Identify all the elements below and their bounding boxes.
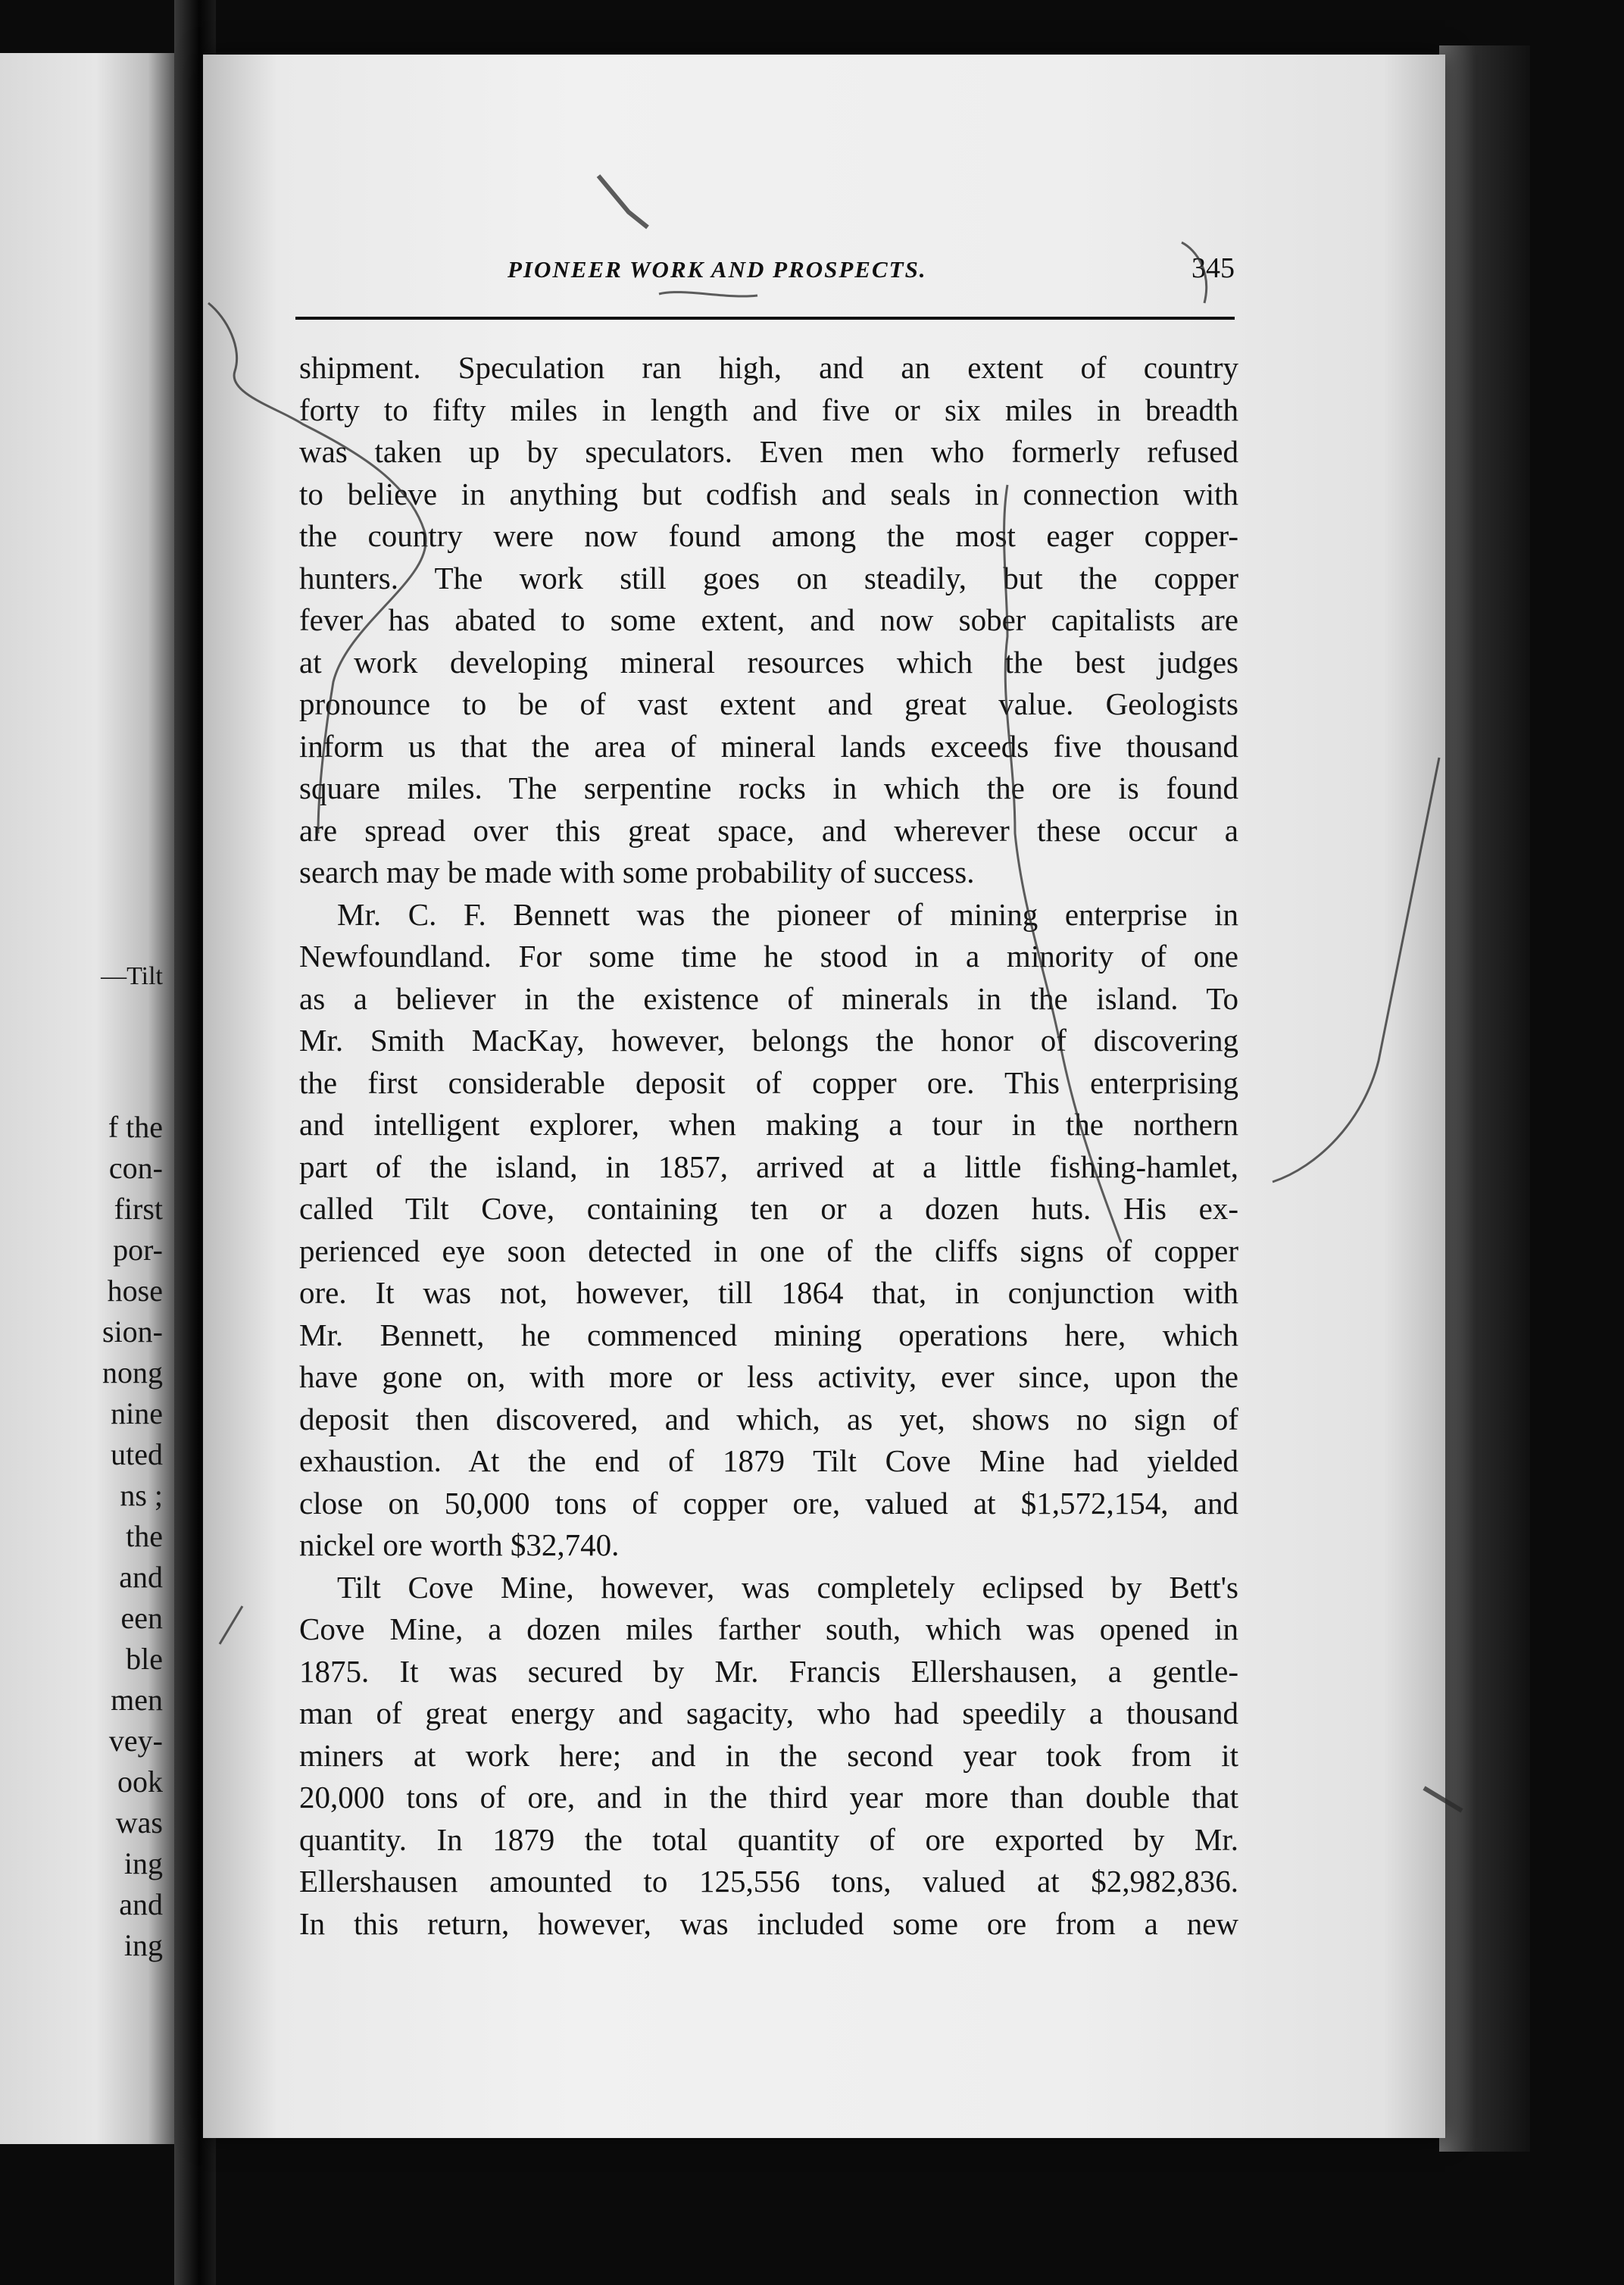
text-line: square miles. The serpentine rocks in which the ore is found (299, 771, 1238, 805)
text-line: Ellershausen amounted to 125,556 tons, valued at $2,982,836. (299, 1864, 1238, 1899)
text-line: Tilt Cove Mine, however, was completely eclipsed by Bett's (337, 1569, 1238, 1605)
text-line: forty to fifty miles in length and five or six miles in breadth (299, 392, 1238, 427)
text-line: 1875. It was secured by Mr. Francis Ellershausen, a gentle- (299, 1653, 1238, 1689)
text-line: miners at work here; and in the second year took from it (299, 1737, 1238, 1773)
text-line: In this return, however, was included some ore from a new (299, 1905, 1238, 1941)
text-line: deposit then discovered, and which, as yet, shows no sign of (299, 1401, 1238, 1436)
left-page-fragment: nine (111, 1396, 163, 1430)
text-line: ore. It was not, however, till 1864 that, in conjunction with (299, 1275, 1238, 1310)
text-line: search may be made with some probability of success. (299, 855, 975, 889)
left-page-fragment: ble (126, 1642, 163, 1676)
left-page-fragment: ook (117, 1765, 163, 1799)
header-rule (295, 317, 1235, 320)
left-page-fragment: and (119, 1887, 163, 1921)
text-line: perienced eye soon detected in one of the cliffs signs of copper (299, 1233, 1238, 1268)
left-page-fragment: een (120, 1601, 163, 1635)
text-line: pronounce to be of vast extent and great value. Geologists (299, 686, 1238, 721)
left-facing-page (0, 53, 174, 2144)
left-page-fragment: was (115, 1805, 163, 1840)
text-line: fever has abated to some extent, and now sober capitalists are (299, 602, 1238, 637)
text-line: the country were now found among the most eager copper- (299, 518, 1238, 553)
left-page-fragment: uted (111, 1437, 163, 1471)
text-line: Newfoundland. For some time he stood in a minority of one (299, 939, 1238, 974)
text-line: are spread over this great space, and wherever these occur a (299, 812, 1238, 848)
text-line: 20,000 tons of ore, and in the third year more than double that (299, 1780, 1238, 1815)
left-page-fragment: men (111, 1683, 163, 1717)
left-page-fragment: and (119, 1560, 163, 1594)
text-line: shipment. Speculation ran high, and an extent of country (299, 350, 1238, 385)
text-line: close on 50,000 tons of copper ore, valued at $1,572,154, and (299, 1485, 1238, 1521)
left-page-fragment: ns ; (120, 1478, 163, 1512)
body-text (299, 347, 1238, 1945)
page-number: 345 (1191, 252, 1235, 284)
left-page-fragment: con- (108, 1151, 163, 1185)
text-line: at work developing mineral resources which the best judges (299, 644, 1238, 680)
text-line: as a believer in the existence of minerals in the island. To (299, 980, 1238, 1016)
left-page-fragment: vey- (108, 1724, 163, 1758)
text-line: have gone on, with more or less activity, ever since, upon the (299, 1359, 1238, 1394)
left-page-fragment: ing (123, 1846, 163, 1880)
text-line: called Tilt Cove, containing ten or a dozen huts. His ex- (299, 1191, 1238, 1226)
text-line: Mr. C. F. Bennett was the pioneer of mining enterprise in (337, 896, 1238, 932)
text-line: Mr. Bennett, he commenced mining operations here, which (299, 1317, 1238, 1352)
left-page-fragment: por- (113, 1233, 163, 1267)
left-page-fragment: sion- (102, 1314, 163, 1349)
text-line: inform us that the area of mineral lands exceeds five thousand (299, 728, 1238, 764)
text-line: exhaustion. At the end of 1879 Tilt Cove Mine had yielded (299, 1443, 1238, 1478)
page-header (295, 250, 1235, 303)
text-line: hunters. The work still goes on steadily, but the copper (299, 560, 1238, 595)
left-page-fragment: ing (123, 1928, 163, 1962)
left-page-margin-note: —Tilt (101, 962, 163, 990)
left-page-text-fragments (0, 53, 163, 2144)
text-line: to believe in anything but codfish and seals in connection with (299, 476, 1238, 511)
left-page-fragment: the (126, 1519, 163, 1553)
page-stack-edge (1439, 45, 1530, 2152)
text-line: the first considerable deposit of copper ore. This enterprising (299, 1064, 1238, 1100)
text-line: man of great energy and sagacity, who had speedily a thousand (299, 1696, 1238, 1730)
left-page-fragment: f the (108, 1110, 163, 1144)
text-line: was taken up by speculators. Even men who formerly refused (299, 434, 1238, 469)
text-line: quantity. In 1879 the total quantity of ore exported by Mr. (299, 1821, 1238, 1857)
left-page-fragment: first (114, 1192, 163, 1226)
text-line: nickel ore worth $32,740. (299, 1527, 620, 1562)
running-head: PIONEER WORK AND PROSPECTS. (508, 256, 927, 283)
left-page-fragment: nong (102, 1355, 163, 1389)
text-line: and intelligent explorer, when making a tour in the northern (299, 1107, 1238, 1142)
text-line: part of the island, in 1857, arrived at a little fishing-hamlet, (299, 1149, 1238, 1184)
text-line: Mr. Smith MacKay, however, belongs the honor of discovering (299, 1023, 1238, 1058)
left-page-fragment: hose (107, 1274, 163, 1308)
text-line: Cove Mine, a dozen miles farther south, which was opened in (299, 1611, 1238, 1646)
